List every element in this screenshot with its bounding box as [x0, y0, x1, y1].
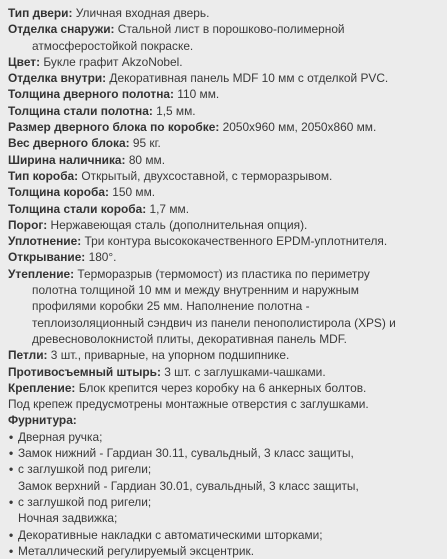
fittings-item-text: Ночная задвижка; — [18, 511, 118, 526]
spec-row — [8, 54, 442, 70]
spec-value: Открытый, двухсоставной, с терморазрывом. — [78, 168, 333, 183]
spec-list — [8, 5, 442, 266]
bullet-icon: • — [9, 527, 14, 542]
spec-value: 95 кг. — [129, 136, 161, 151]
spec-row — [8, 5, 442, 21]
fittings-item — [8, 445, 442, 461]
spec-label: Порог: — [8, 217, 48, 232]
spec-row — [8, 233, 442, 249]
spec-hinges — [8, 347, 442, 363]
spec-insulation-line: профилями коробки 25 мм. Наполнение полотна - — [32, 299, 310, 314]
spec-value: 80 мм. — [125, 152, 166, 167]
spec-label: Толщина стали полотна: — [8, 103, 153, 118]
spec-row — [8, 184, 442, 200]
spec-row — [8, 103, 442, 119]
bullet-icon: • — [9, 446, 14, 461]
spec-label: Противосъемный штырь: — [8, 364, 161, 379]
fittings-item — [8, 478, 442, 494]
bullet-icon: • — [9, 462, 14, 477]
spec-value: 1,7 мм. — [146, 201, 189, 216]
fittings-item — [8, 494, 442, 510]
bullet-icon: • — [9, 494, 14, 509]
spec-row — [8, 21, 442, 37]
spec-insulation — [8, 266, 442, 282]
spec-value: Уличная входная дверь. — [72, 6, 210, 20]
spec-label: Уплотнение: — [8, 234, 82, 249]
spec-insulation-line: полотна толщиной 10 мм и между внутренним и наружным — [32, 283, 359, 298]
spec-mounting — [8, 380, 442, 396]
fittings-item — [8, 543, 442, 559]
spec-value-cont: атмосферостойкой покраске. — [32, 38, 194, 53]
bullet-icon: • — [9, 429, 14, 444]
spec-anti-removal-pins — [8, 364, 442, 380]
spec-label: Крепление: — [8, 380, 76, 395]
spec-insulation-line: теплоизоляционный сэндвич из панели пенополистирола (XPS) и — [32, 315, 396, 330]
spec-row — [8, 201, 442, 217]
spec-label: Размер дверного блока по коробке: — [8, 120, 220, 135]
spec-label: Отделка внутри: — [8, 71, 107, 86]
spec-value: 2050х960 мм, 2050х860 мм. — [219, 120, 377, 135]
fittings-item-text: Металлический регулируемый эксцентрик. — [18, 543, 255, 558]
spec-value: 110 мм. — [173, 87, 220, 102]
spec-insulation-line: древесноволокнистой плиты, декоративная панель MDF. — [32, 331, 347, 346]
spec-label: Вес дверного блока: — [8, 136, 130, 151]
spec-value: Декоративная панель MDF 10 мм с отделкой PVC. — [106, 71, 389, 86]
fittings-item-text: Декоративные накладки с автоматическими шторками; — [18, 527, 323, 542]
fittings-item-text: Замок верхний - Гардиан 30.01, сувальдный, 3 класс защиты, — [18, 478, 359, 493]
fittings-item — [8, 510, 442, 526]
spec-row — [8, 168, 442, 184]
fittings-item-text: с заглушкой под ригели; — [18, 462, 152, 477]
spec-value: Букле графит AkzoNobel. — [40, 54, 183, 69]
fittings-item — [8, 527, 442, 543]
spec-label: Тип короба: — [8, 168, 79, 183]
spec-row — [8, 135, 442, 151]
spec-value: Нержавеющая сталь (дополнительная опция). — [47, 217, 308, 232]
spec-row — [8, 119, 442, 135]
spec-label: Толщина стали короба: — [8, 201, 147, 216]
spec-mounting-cont: Под крепеж предусмотрены монтажные отверстия с заглушками. — [8, 397, 369, 412]
spec-value: 3 шт. с заглушками-чашками. — [160, 364, 326, 379]
spec-label: Петли: — [8, 348, 48, 363]
spec-value: Терморазрыв (термомост) из пластика по периметру — [74, 266, 370, 281]
fittings-item-text: с заглушкой под ригели; — [18, 494, 152, 509]
bullet-icon: • — [9, 543, 14, 558]
spec-row — [8, 249, 442, 265]
spec-row — [8, 217, 442, 233]
product-specifications — [8, 5, 442, 559]
spec-value: Стальной лист в порошково-полимерной — [114, 22, 345, 37]
spec-value: 3 шт., приварные, на упорном подшипнике. — [47, 348, 290, 363]
spec-row — [8, 70, 442, 86]
spec-value: 180°. — [85, 250, 117, 265]
fittings-item — [8, 461, 442, 477]
spec-value: Блок крепится через коробку на 6 анкерных болтов. — [75, 380, 367, 395]
spec-label: Цвет: — [8, 54, 41, 69]
spec-row — [8, 86, 442, 102]
spec-label: Тип двери: — [8, 6, 73, 20]
fittings-list — [8, 429, 442, 559]
spec-label: Ширина наличника: — [8, 152, 126, 167]
fittings-heading: Фурнитура: — [8, 413, 77, 428]
spec-value: 1,5 мм. — [152, 103, 196, 118]
spec-label: Толщина короба: — [8, 185, 109, 200]
spec-label: Толщина дверного полотна: — [8, 87, 174, 102]
spec-label: Утепление: — [8, 266, 75, 281]
spec-label: Открывание: — [8, 250, 86, 265]
fittings-item — [8, 429, 442, 445]
fittings-item-text: Замок нижний - Гардиан 30.11, сувальдный, 3 класс защиты, — [18, 446, 354, 461]
fittings-item-text: Дверная ручка; — [18, 429, 103, 444]
spec-label: Отделка снаружи: — [8, 22, 115, 37]
spec-row — [8, 152, 442, 168]
spec-value: 150 мм. — [108, 185, 156, 200]
spec-value: Три контура высококачественного EPDM-уплотнителя. — [81, 234, 388, 249]
